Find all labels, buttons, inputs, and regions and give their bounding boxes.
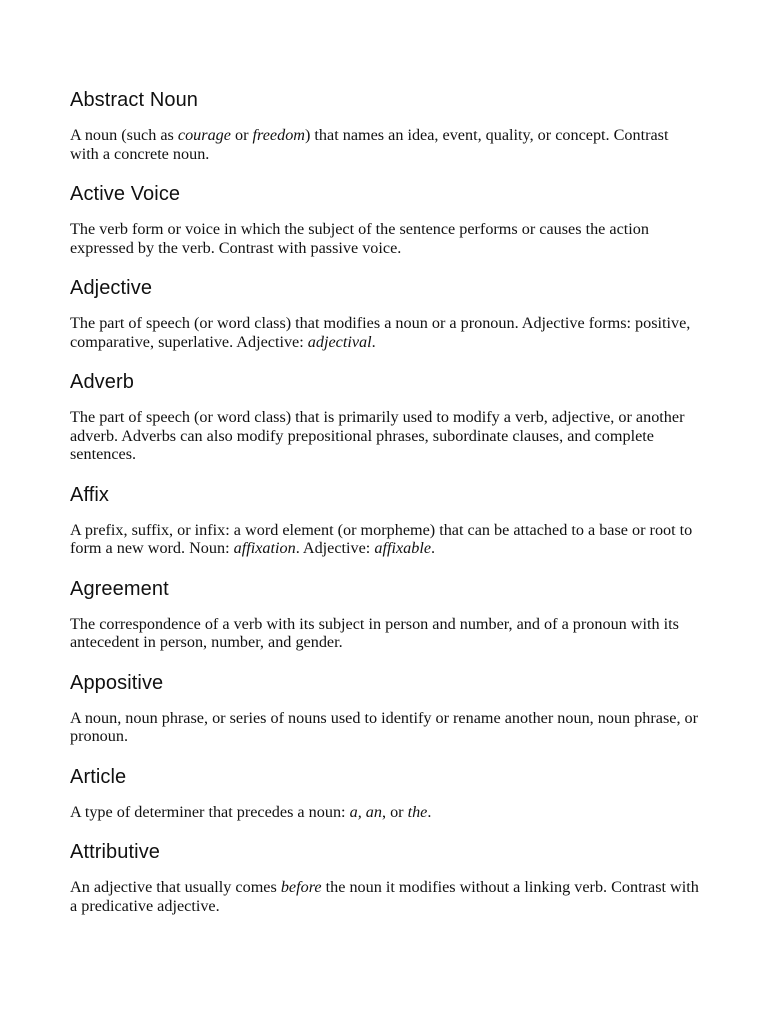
glossary-term: Abstract Noun — [70, 89, 199, 111]
definition-text: The part of speech (or word class) that modifies a noun or a pronoun. Adjective forms: positive, comparative, superlative. Adjective: — [70, 314, 691, 351]
italic-term: the — [407, 802, 428, 821]
definition-text: the noun it modifies without a linking verb. Contrast with a predicative adjective. — [70, 878, 699, 915]
glossary-term: Adverb — [70, 371, 134, 393]
italic-term: adjectival — [307, 332, 372, 351]
italic-term: affixation — [233, 539, 296, 557]
glossary-entry — [70, 577, 700, 652]
italic-term: before — [280, 878, 322, 896]
glossary-term: Active Voice — [70, 183, 181, 205]
definition-text: . Adjective: — [295, 539, 375, 557]
definition-text: . — [427, 802, 432, 821]
definition-text: The part of speech (or word class) that is primarily used to modify a verb, adjective, or another adverb. Adverbs can also modify prepositional phrases, subordinate clauses, and complete sentences. — [70, 408, 685, 463]
glossary-term: Affix — [70, 483, 110, 506]
definition-text: , or — [381, 802, 408, 821]
definition-text: A noun, noun phrase, or series of nouns used to identify or rename another noun, noun phrase, or pronoun. — [70, 708, 699, 745]
glossary-entry — [70, 276, 700, 351]
definition-text: ) that names an idea, event, quality, or concept. Contrast with a concrete noun. — [70, 126, 669, 163]
definition-text: A noun (such as — [70, 126, 178, 144]
glossary-definition — [70, 314, 700, 351]
glossary-definition — [70, 709, 700, 746]
definition-text: A type of determiner that precedes a noun: — [70, 802, 350, 821]
glossary-definition — [70, 615, 700, 652]
glossary-entry — [70, 370, 700, 464]
glossary-definition — [70, 408, 700, 464]
glossary-term: Adjective — [70, 277, 153, 299]
definition-text: . — [371, 332, 376, 351]
glossary-definition — [70, 220, 700, 257]
definition-text: The verb form or voice in which the subject of the sentence performs or causes the action expressed by the verb. Contrast with passive voice. — [70, 220, 649, 257]
glossary-entry — [70, 182, 700, 257]
glossary-term: Appositive — [70, 671, 164, 694]
glossary-page — [70, 88, 700, 934]
italic-term: a, an — [349, 802, 382, 821]
glossary-definition — [70, 803, 700, 822]
definition-text: A prefix, suffix, or infix: a word element (or morpheme) that can be attached to a base or root to form a new word. Noun: — [70, 520, 693, 557]
glossary-entry — [70, 671, 700, 746]
italic-term: freedom — [252, 126, 305, 144]
glossary-term: Attributive — [70, 841, 161, 863]
definition-text: or — [230, 126, 253, 144]
italic-term: courage — [177, 126, 231, 144]
glossary-entry — [70, 483, 700, 558]
glossary-term: Agreement — [70, 577, 169, 600]
italic-term: affixable — [374, 539, 431, 557]
glossary-entry — [70, 88, 700, 163]
glossary-definition — [70, 521, 700, 558]
glossary-term: Article — [70, 765, 127, 788]
definition-text: . — [431, 539, 436, 557]
definition-text: The correspondence of a verb with its subject in person and number, and of a pronoun with its antecedent in person, number, and gender. — [70, 614, 679, 651]
glossary-definition — [70, 878, 700, 915]
glossary-entry — [70, 765, 700, 822]
glossary-definition — [70, 126, 700, 163]
glossary-entry — [70, 840, 700, 915]
definition-text: An adjective that usually comes — [70, 878, 281, 896]
